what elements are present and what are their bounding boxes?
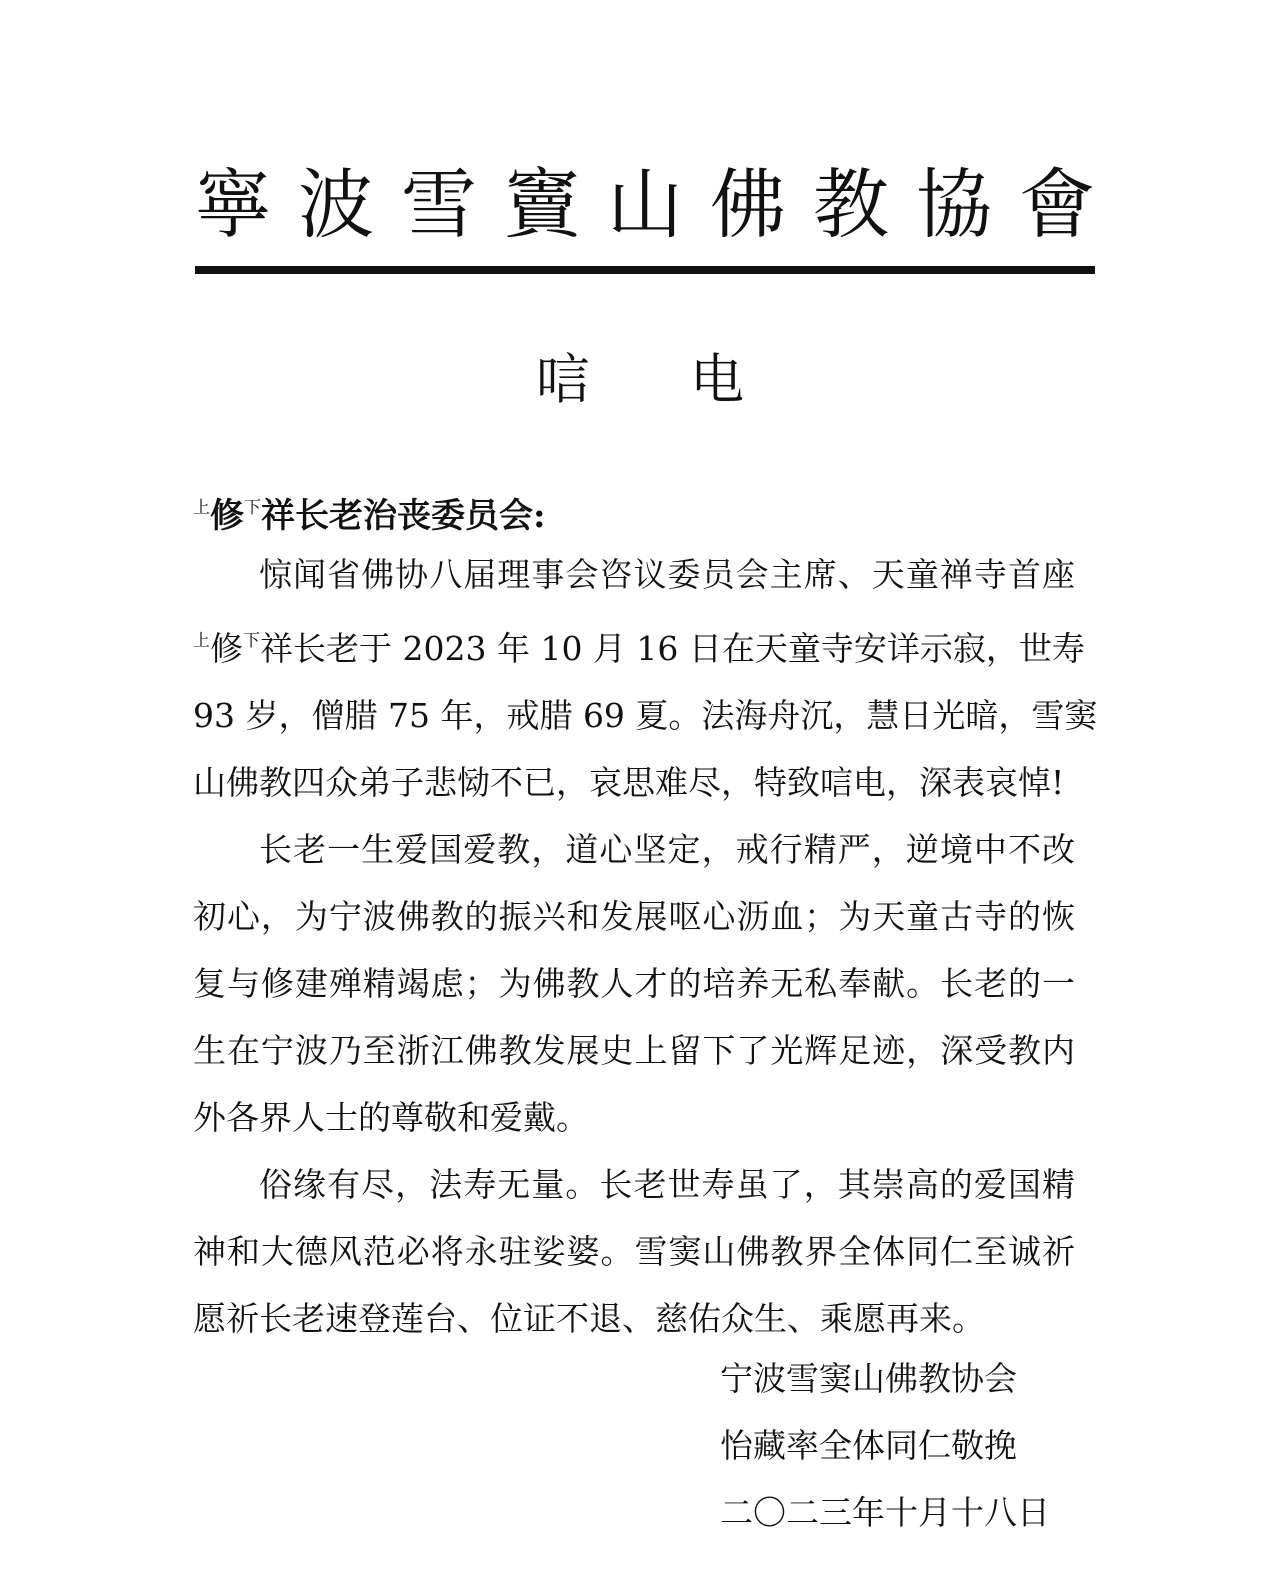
honorific-mark-bottom: 下	[243, 631, 260, 651]
paragraph-3-line-3: 愿祈长老速登莲台、位证不退、慈佑众生、乘愿再来。	[193, 1299, 985, 1338]
paragraph-2-line-4: 生在宁波乃至浙江佛教发展史上留下了光辉足迹，深受教内	[193, 1031, 1075, 1070]
letterhead-rule	[195, 266, 1095, 274]
paragraph-2-continued	[193, 883, 1075, 1151]
paragraph-2-line-5: 外各界人士的尊敬和爱戴。	[193, 1098, 589, 1137]
honorific-mark-top: 上	[193, 631, 210, 651]
signature-block	[720, 1345, 1060, 1546]
signature-organization: 宁波雪窦山佛教协会	[720, 1359, 1017, 1398]
letter-body	[193, 541, 1098, 1352]
honorific-mark-top: 上	[193, 498, 210, 518]
honorific-mark-bottom: 下	[244, 498, 261, 518]
paragraph-3-continued	[193, 1218, 1075, 1352]
paragraph-1-line-4: 山佛教四众弟子悲恸不已，哀思难尽，特致唁电，深表哀悼!	[193, 763, 1065, 802]
paragraph-1-continued	[193, 608, 1098, 816]
letterhead-title	[195, 160, 1095, 250]
paragraph-3-line-2: 神和大德风范必将永驻娑婆。雪窦山佛教界全体同仁至诚祈	[193, 1232, 1075, 1271]
paragraph-1-line-1: 惊闻省佛协八届理事会咨议委员会主席、天童禅寺首座	[259, 555, 1075, 594]
paragraph-3	[193, 1151, 1075, 1218]
salutation-name: 修	[210, 496, 244, 536]
paragraph-1-line-2	[193, 608, 1085, 682]
paragraph-3-line-1: 俗缘有尽，法寿无量。长老世寿虽了，其崇高的爱国精	[259, 1165, 1075, 1204]
document-title	[0, 340, 1280, 420]
salutation	[193, 480, 1093, 544]
paragraph-1-line-2-rest: 祥长老于 2023 年 10 月 16 日在天童寺安详示寂，世寿	[260, 629, 1085, 668]
title-char-left: 唁	[536, 348, 590, 411]
letterhead-text: 寧波雪竇山佛教協會	[195, 160, 1095, 249]
paragraph-1	[193, 541, 1075, 608]
paragraph-2-line-1: 长老一生爱国爱教，道心坚定，戒行精严，逆境中不改	[259, 830, 1075, 869]
paragraph-2	[193, 816, 1075, 883]
salutation-rest: 祥长老治丧委员会:	[261, 496, 546, 536]
paragraph-2-line-2: 初心，为宁波佛教的振兴和发展呕心沥血；为天童古寺的恢	[193, 897, 1075, 936]
title-char-right: 电	[690, 348, 744, 411]
paragraph-2-line-3: 复与修建殚精竭虑；为佛教人才的培养无私奉献。长老的一	[193, 964, 1075, 1003]
elder-name: 修	[210, 629, 243, 668]
signature-signer: 怡藏率全体同仁敬挽	[720, 1426, 1017, 1465]
paragraph-1-line-3: 93 岁，僧腊 75 年，戒腊 69 夏。法海舟沉，慧日光暗，雪窦	[193, 696, 1098, 735]
signature-date: 二〇二三年十月十八日	[720, 1493, 1050, 1532]
